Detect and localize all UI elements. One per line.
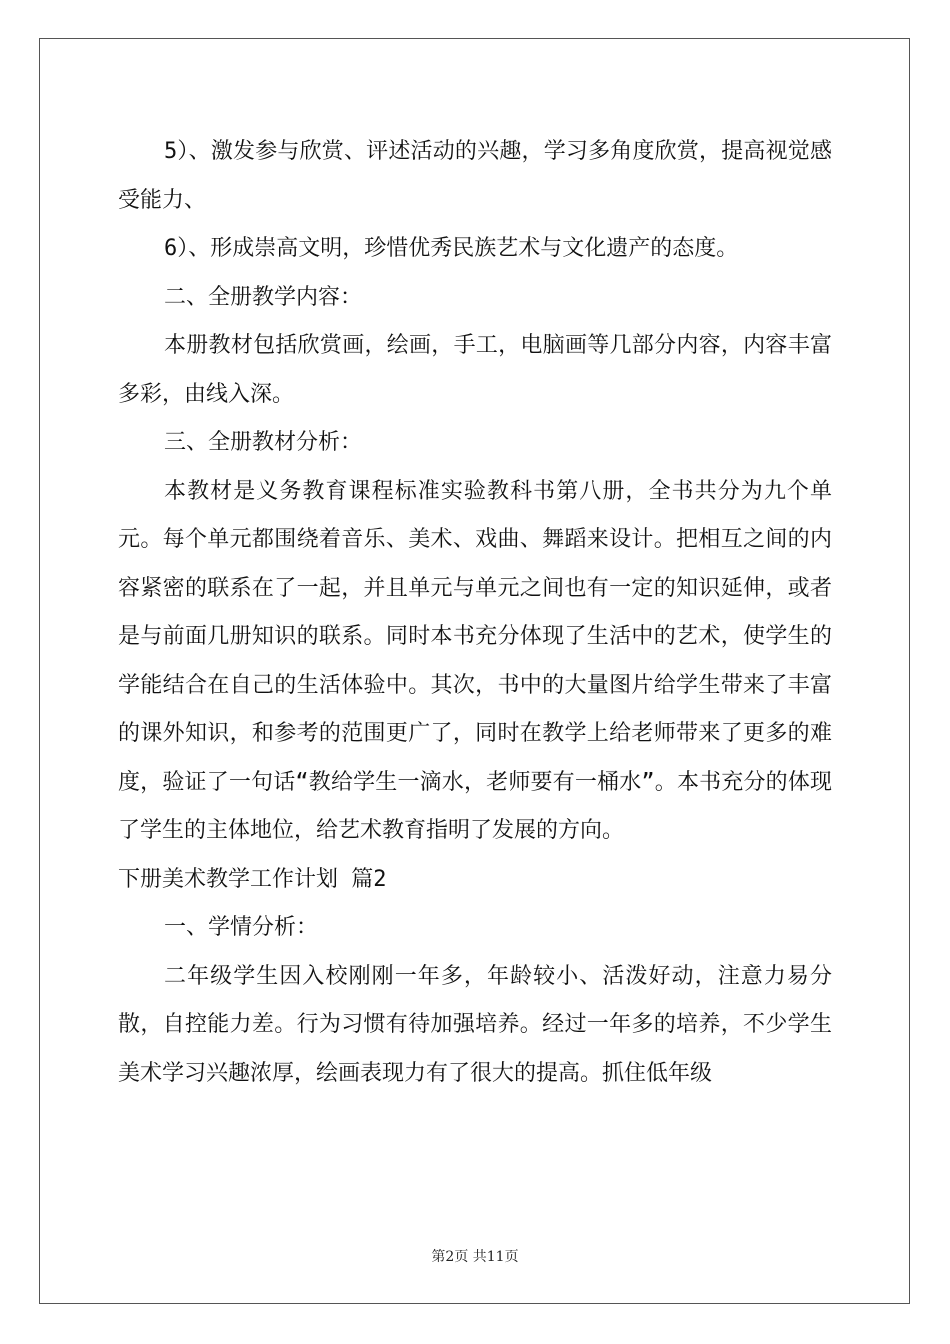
section-heading-student-analysis: 一、学情分析： [164, 915, 319, 940]
document-body [118, 128, 832, 1098]
paragraph-analysis: 本教材是义务教育课程标准实验教科书第八册，全书共分为九个单元。每个单元都围绕着音乐、美术、戏曲、舞蹈来设计。把相互之间的内容紧密的联系在了一起，并且单元与单元之间也有一定的知识延伸，或者是与前面几册知识的联系。同时本书充分体现了生活中的艺术，使学生的学能结合在自己的生活体验中。其次，书中的大量图片给学生带来了丰富的课外知识，和参考的范围更广了，同时在教学上给老师带来了更多的难度，验证了一句话“教给学生一滴水，老师要有一桶水”。本书充分的体现了学生的主体地位，给艺术教育指明了发展的方向。 [118, 478, 832, 843]
paragraph-objective-5: 5）、激发参与欣赏、评述活动的兴趣，学习多角度欣赏，提高视觉感受能力、 [118, 139, 832, 213]
section-heading-analysis: 三、全册教材分析： [164, 430, 363, 455]
paragraph-objective-6: 6）、形成崇高文明，珍惜优秀民族艺术与文化遗产的态度。 [164, 236, 739, 261]
paragraph-student-analysis: 二年级学生因入校刚刚一年多，年龄较小、活泼好动，注意力易分散，自控能力差。行为习惯有待加强培养。经过一年多的培养，不少学生美术学习兴趣浓厚，绘画表现力有了很大的提高。抓住低年级 [118, 963, 832, 1086]
article-title: 下册美术教学工作计划 篇2 [118, 866, 387, 892]
page-footer: 第2页 共11页 [431, 1249, 519, 1265]
paragraph-content: 本册教材包括欣赏画，绘画，手工，电脑画等几部分内容，内容丰富多彩，由线入深。 [118, 333, 832, 407]
section-heading-content: 二、全册教学内容： [164, 284, 363, 310]
